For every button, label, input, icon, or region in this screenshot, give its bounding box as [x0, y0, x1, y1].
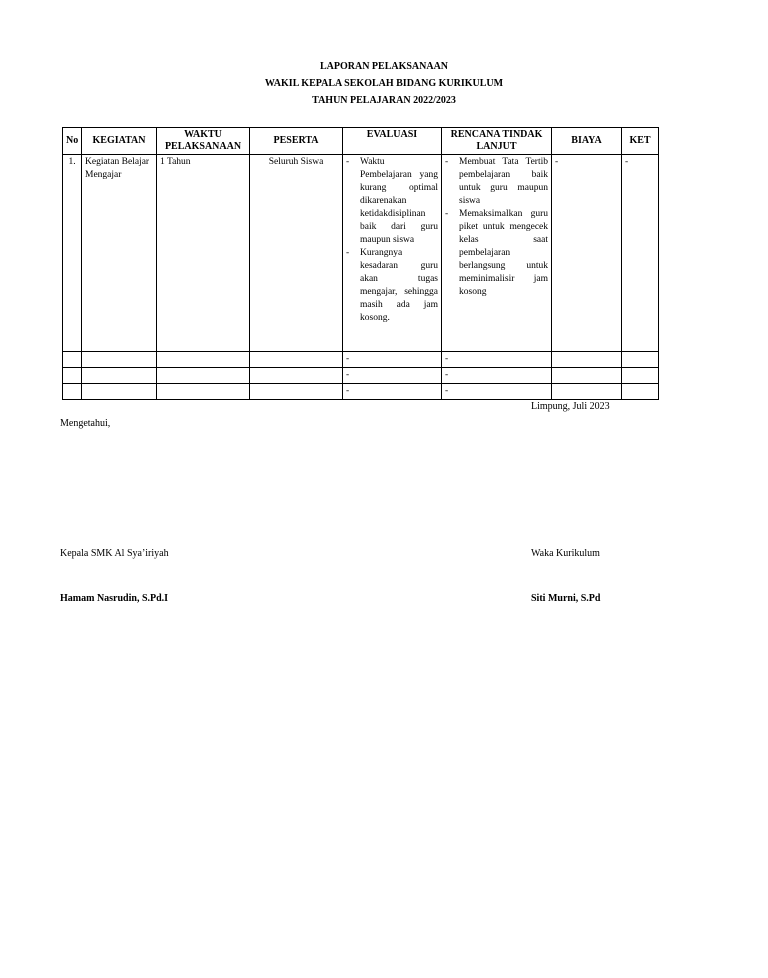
- cell-rencana: -: [442, 368, 552, 384]
- cell-rencana: [442, 155, 552, 352]
- rencana-list: [445, 156, 548, 299]
- cell-peserta: Seluruh Siswa: [250, 155, 343, 352]
- table-header-row: [63, 128, 659, 155]
- report-title: [0, 58, 768, 109]
- left-signatory-name: Hamam Nasrudin, S.Pd.I: [60, 593, 169, 604]
- evaluasi-list: [346, 156, 438, 325]
- list-item: - Membuat Tata Tertib pembelajaran baik untuk guru maupun siswa: [445, 156, 548, 208]
- left-signatory-role: Kepala SMK Al Sya’iriyah: [60, 548, 169, 559]
- right-signatory-name: Siti Murni, S.Pd: [531, 593, 601, 604]
- list-item: - Memaksimalkan guru piket untuk mengecek kelas saat pembelajaran berlangsung untuk meminimalisir jam kosong: [445, 208, 548, 299]
- table-row: [63, 368, 659, 384]
- cell-evaluasi: [343, 155, 442, 352]
- table-row: [63, 155, 659, 352]
- cell-no: 1.: [63, 155, 82, 352]
- report-table: [62, 127, 659, 400]
- cell-rencana: -: [442, 384, 552, 400]
- header-peserta: PESERTA: [250, 128, 343, 155]
- cell-waktu: 1 Tahun: [157, 155, 250, 352]
- table-row: [63, 352, 659, 368]
- cell-evaluasi: -: [343, 352, 442, 368]
- cell-evaluasi: -: [343, 368, 442, 384]
- title-line-2: WAKIL KEPALA SEKOLAH BIDANG KURIKULUM: [264, 78, 504, 89]
- header-ket: KET: [622, 128, 659, 155]
- cell-rencana: -: [442, 352, 552, 368]
- place-date: Limpung, Juli 2023: [531, 401, 610, 412]
- header-biaya: BIAYA: [552, 128, 622, 155]
- header-no: No: [63, 128, 82, 155]
- cell-ket: -: [622, 155, 659, 352]
- title-line-3: TAHUN PELAJARAN 2022/2023: [312, 95, 456, 106]
- acknowledge-label: Mengetahui,: [60, 418, 111, 429]
- title-line-1: LAPORAN PELAKSANAAN: [319, 61, 449, 72]
- header-waktu: WAKTU PELAKSANAAN: [157, 128, 250, 155]
- cell-kegiatan: Kegiatan Belajar Mengajar: [82, 155, 157, 352]
- right-signatory-role: Waka Kurikulum: [531, 548, 600, 559]
- header-rencana: RENCANA TINDAK LANJUT: [442, 128, 552, 155]
- table-row: [63, 384, 659, 400]
- list-item: - Kurangnya kesadaran guru akan tugas mengajar, sehingga masih ada jam kosong.: [346, 247, 438, 325]
- cell-biaya: -: [552, 155, 622, 352]
- list-item: - Waktu Pembelajaran yang kurang optimal dikarenakan ketidakdisiplinan baik dari guru maupun siswa: [346, 156, 438, 247]
- header-kegiatan: KEGIATAN: [82, 128, 157, 155]
- header-evaluasi: EVALUASI: [343, 128, 442, 155]
- cell-evaluasi: -: [343, 384, 442, 400]
